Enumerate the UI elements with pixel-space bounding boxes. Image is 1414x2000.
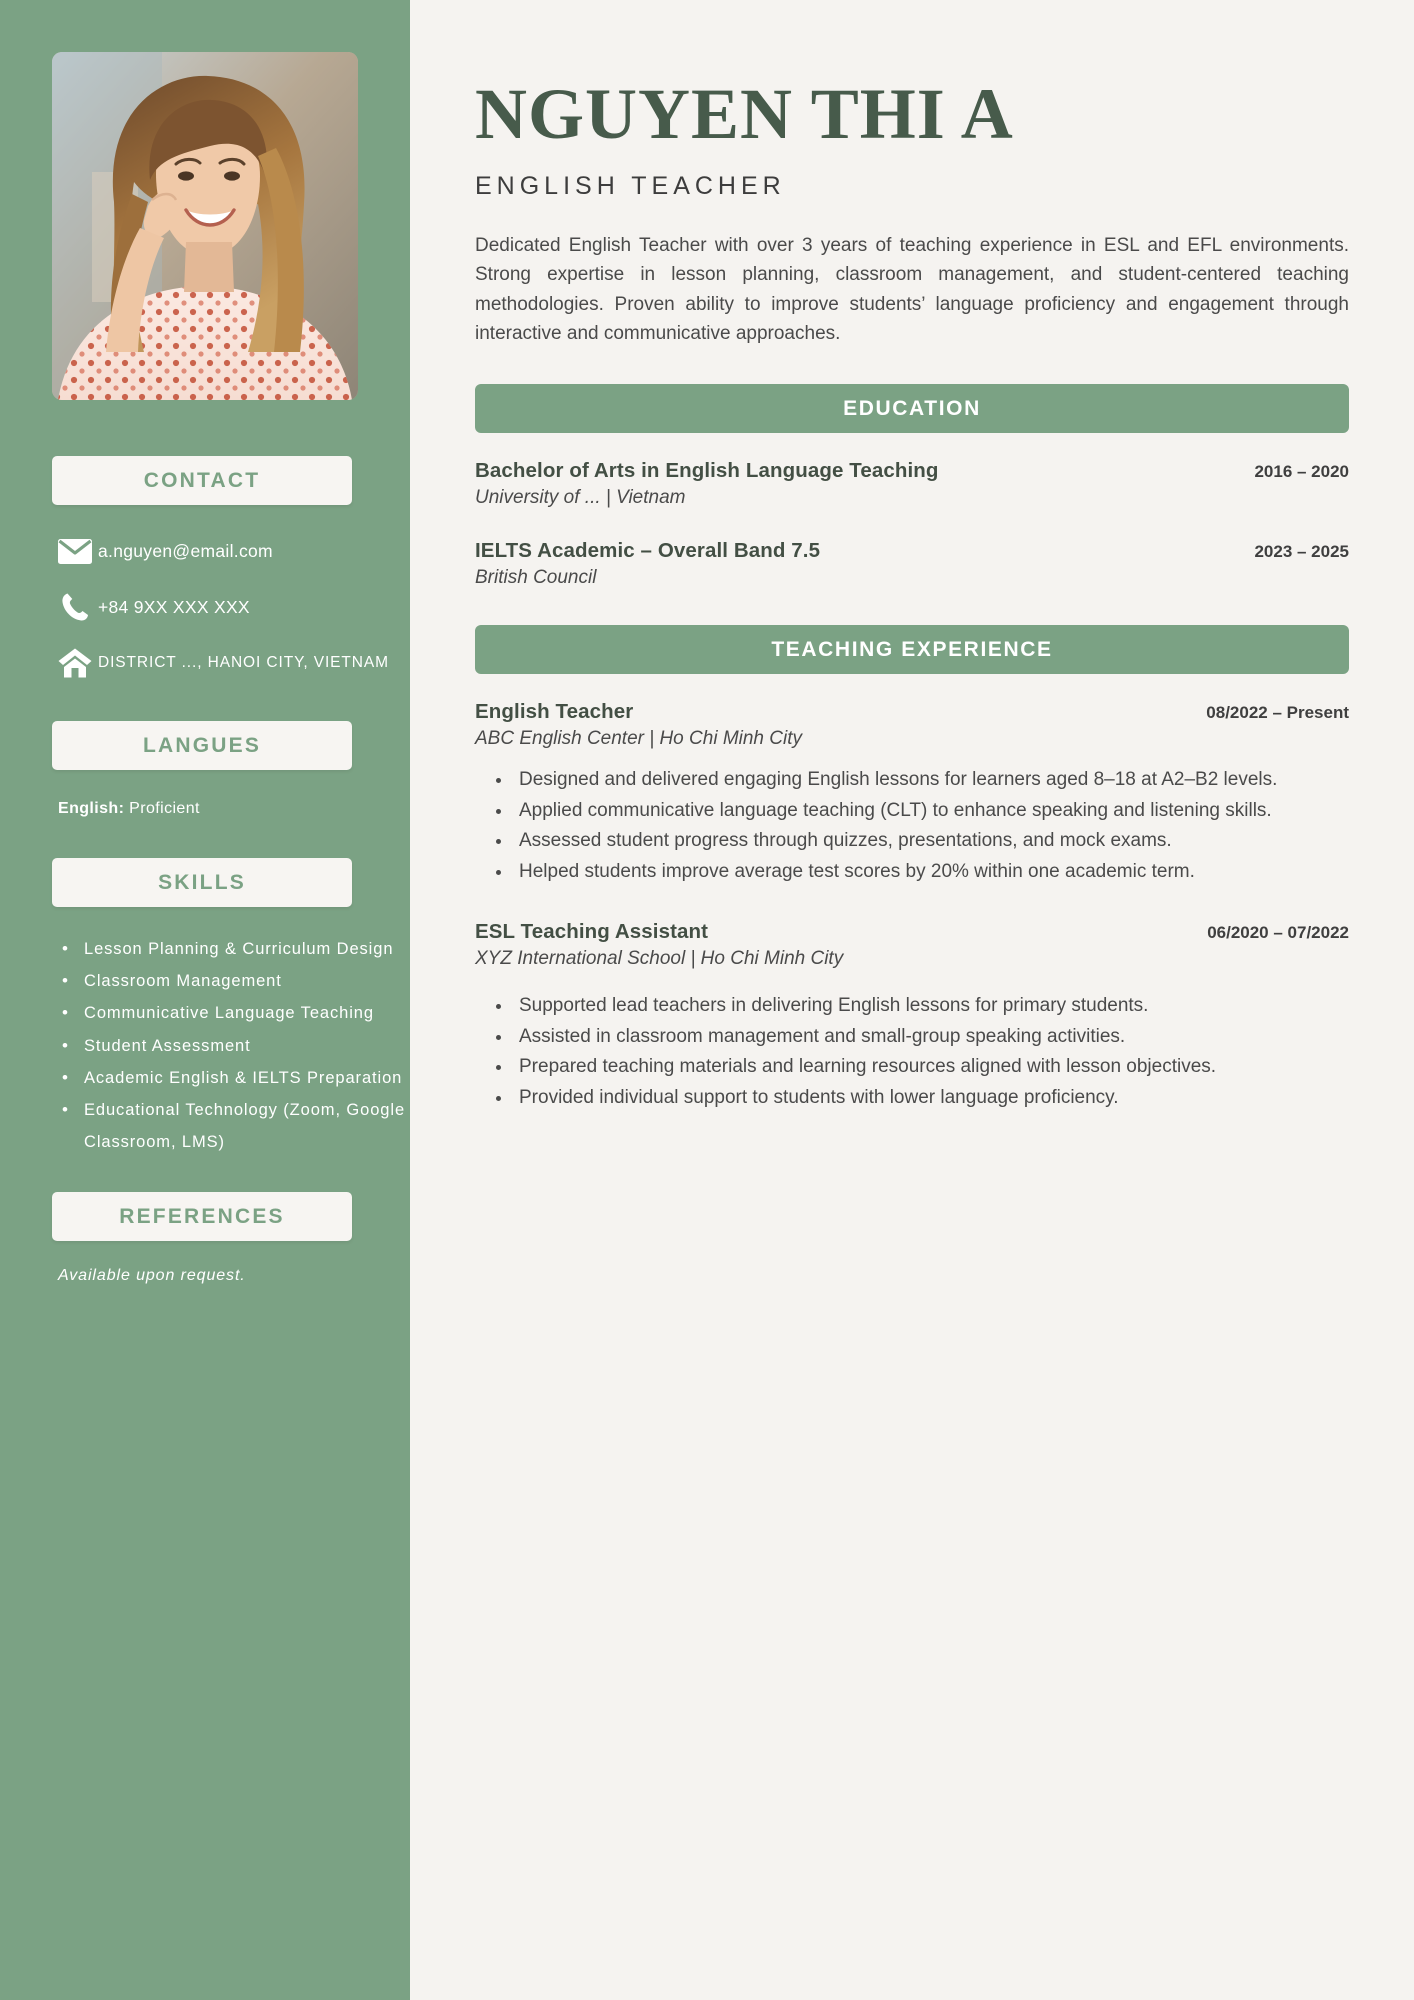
education-entry-header [475, 459, 1349, 483]
languages-section-heading: LANGUES [52, 721, 352, 770]
home-icon [52, 648, 98, 678]
experience-bullet-list [513, 992, 1349, 1112]
skill-item: • Student Assessment [58, 1030, 410, 1062]
language-level: Proficient [129, 800, 200, 817]
education-entry [475, 459, 1349, 509]
page-title: NGUYEN THI A [475, 74, 1014, 154]
education-date: 2023 – 2025 [1254, 542, 1349, 561]
skill-item: • Communicative Language Teaching [58, 997, 410, 1029]
experience-bullet: • Supported lead teachers in delivering English lessons for primary students. [513, 992, 1349, 1021]
contact-address-value: DISTRICT ..., HANOI CITY, VIETNAM [98, 654, 389, 671]
education-entry [475, 539, 1349, 589]
education-institution: British Council [475, 567, 597, 588]
experience-entry-header [475, 700, 1349, 724]
experience-bullet: • Provided individual support to students with lower language proficiency. [513, 1084, 1349, 1113]
contact-item-address[interactable] [52, 645, 410, 681]
skill-item: • Classroom Management [58, 965, 410, 997]
phone-icon [52, 592, 98, 622]
skill-item: • Lesson Planning & Curriculum Design [58, 933, 410, 965]
contact-item-email[interactable] [52, 533, 410, 569]
skills-section-heading: SKILLS [52, 858, 352, 907]
main-content [410, 0, 1414, 2000]
experience-entry [475, 920, 1349, 1112]
experience-bullet: • Applied communicative language teaching (CLT) to enhance speaking and listening skills. [513, 797, 1349, 826]
experience-company: ABC English Center | Ho Chi Minh City [475, 728, 802, 749]
experience-bullet: • Assisted in classroom management and small-group speaking activities. [513, 1023, 1349, 1052]
experience-entry [475, 700, 1349, 886]
experience-bullet: • Designed and delivered engaging English lessons for learners aged 8–18 at A2–B2 levels. [513, 766, 1349, 795]
experience-section-heading: TEACHING EXPERIENCE [475, 625, 1349, 674]
experience-bullet: • Prepared teaching materials and learning resources aligned with lesson objectives. [513, 1053, 1349, 1082]
experience-bullet-list [513, 766, 1349, 886]
experience-date: 08/2022 – Present [1206, 703, 1349, 722]
language-item [58, 800, 410, 818]
experience-date: 06/2020 – 07/2022 [1207, 923, 1349, 942]
experience-bullet: • Assessed student progress through quizzes, presentations, and mock exams. [513, 827, 1349, 856]
education-degree: Bachelor of Arts in English Language Teaching [475, 459, 939, 482]
experience-job-title: English Teacher [475, 700, 634, 723]
references-note: Available upon request. [58, 1267, 246, 1285]
experience-job-title: ESL Teaching Assistant [475, 920, 709, 943]
profile-photo [52, 52, 358, 400]
education-date: 2016 – 2020 [1254, 462, 1349, 481]
skill-item: • Academic English & IELTS Preparation [58, 1062, 410, 1094]
experience-entry-header [475, 920, 1349, 944]
language-name: English: [58, 800, 125, 817]
contact-section-heading: CONTACT [52, 456, 352, 505]
skill-item: • Educational Technology (Zoom, Google Classroom, LMS) [58, 1094, 410, 1158]
education-section-heading: EDUCATION [475, 384, 1349, 433]
skills-list [58, 933, 410, 1158]
education-degree: IELTS Academic – Overall Band 7.5 [475, 539, 821, 562]
envelope-icon [52, 539, 98, 564]
job-role-subtitle: ENGLISH TEACHER [475, 172, 786, 200]
experience-company: XYZ International School | Ho Chi Minh City [475, 948, 844, 969]
education-entry-header [475, 539, 1349, 563]
experience-bullet: • Helped students improve average test scores by 20% within one academic term. [513, 858, 1349, 887]
references-section-heading: REFERENCES [52, 1192, 352, 1241]
avatar-image [52, 52, 358, 400]
sidebar [0, 0, 410, 2000]
languages-list [58, 800, 410, 818]
education-institution: University of ... | Vietnam [475, 487, 686, 508]
contact-item-phone[interactable] [52, 589, 410, 625]
professional-summary: Dedicated English Teacher with over 3 years of teaching experience in ESL and EFL environments. Strong expertise in lesson planning, classroom management, and student-centered teaching methodologies. Proven ability to improve students’ language proficiency and engagement through interactive and communicative approaches. [475, 235, 1349, 344]
contact-phone-value: +84 9XX XXX XXX [98, 596, 250, 617]
contact-list [52, 533, 410, 681]
contact-email-value: a.nguyen@email.com [98, 540, 273, 561]
